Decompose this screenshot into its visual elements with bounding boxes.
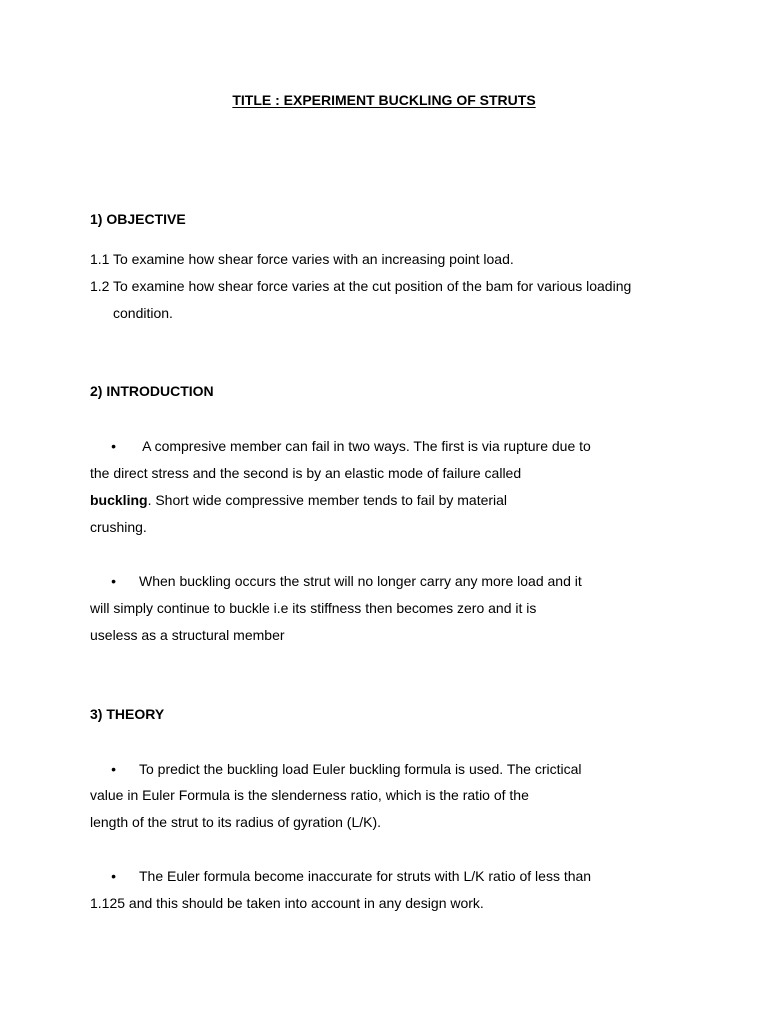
bullet-icon: • (111, 438, 116, 454)
introduction-paragraph-1-line-1 (90, 438, 591, 454)
bullet-icon: • (111, 868, 116, 884)
objective-item-1-number: 1.1 (90, 251, 110, 267)
theory-paragraph-1-line-1 (90, 761, 582, 777)
theory-paragraph-1-text-1: To predict the buckling load Euler buckling formula is used. The crictical (139, 761, 582, 777)
objective-item-2 (90, 278, 631, 294)
introduction-paragraph-2-line-2: will simply continue to buckle i.e its stiffness then becomes zero and it is (90, 600, 537, 616)
theory-paragraph-1-line-2: value in Euler Formula is the slenderness ratio, which is the ratio of the (90, 787, 529, 803)
introduction-paragraph-1-line-3 (90, 492, 507, 508)
buckling-term: buckling (90, 492, 148, 508)
objective-heading: 1) OBJECTIVE (90, 211, 186, 227)
theory-paragraph-1-line-3: length of the strut to its radius of gyration (L/K). (90, 814, 382, 830)
objective-item-1 (90, 251, 514, 267)
introduction-paragraph-1-text-1: A compresive member can fail in two ways. The first is via rupture due to (139, 438, 591, 454)
introduction-paragraph-1-line-4: crushing. (90, 519, 147, 535)
bullet-icon: • (111, 761, 116, 777)
theory-paragraph-2-text-1: The Euler formula become inaccurate for struts with L/K ratio of less than (139, 868, 592, 884)
introduction-paragraph-2-text-1: When buckling occurs the strut will no longer carry any more load and it (139, 573, 582, 589)
theory-paragraph-2-line-2: 1.125 and this should be taken into account in any design work. (90, 895, 484, 911)
bullet-icon: • (111, 573, 116, 589)
introduction-paragraph-2-line-1 (90, 573, 582, 589)
introduction-paragraph-2-line-3: useless as a structural member (90, 627, 285, 643)
objective-item-2-continuation: condition. (113, 305, 173, 321)
introduction-heading: 2) INTRODUCTION (90, 383, 214, 399)
theory-heading: 3) THEORY (90, 706, 165, 722)
introduction-paragraph-1-line-2: the direct stress and the second is by an elastic mode of failure called (90, 465, 522, 481)
objective-item-1-text: To examine how shear force varies with an increasing point load. (113, 251, 514, 267)
introduction-paragraph-1-text-3: . Short wide compressive member tends to fail by material (147, 492, 508, 508)
objective-item-2-text: To examine how shear force varies at the cut position of the bam for various loading (113, 278, 632, 294)
theory-paragraph-2-line-1 (90, 868, 591, 884)
objective-item-2-number: 1.2 (90, 278, 110, 294)
document-title: TITLE : EXPERIMENT BUCKLING OF STRUTS (232, 92, 536, 108)
